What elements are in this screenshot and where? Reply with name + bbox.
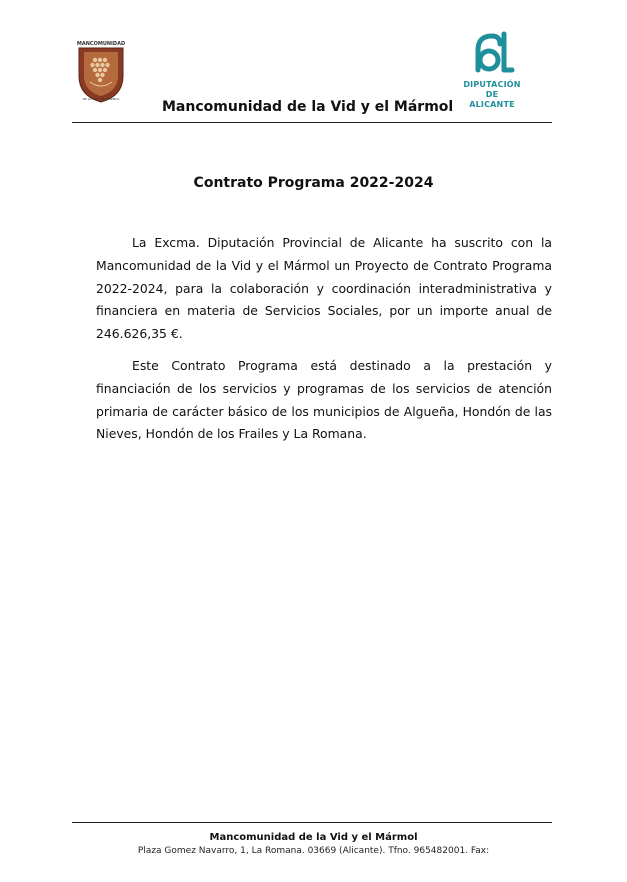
footer-name: Mancomunidad de la Vid y el Mármol: [209, 832, 418, 843]
paragraph-1: La Excma. Diputación Provincial de Alicante ha suscrito con la Mancomunidad de la Vid y el Mármol un Proyecto de Contrato Programa 2022-2024, para la colaboración y coordinación interadministrativa y financiera en materia de Servicios Sociales, por un importe anual de 246.626,35 €.: [96, 235, 552, 342]
diputacion-logo: [462, 28, 522, 109]
diputacion-line2: DE ALICANTE: [469, 90, 515, 109]
footer-divider: [72, 822, 552, 823]
header-divider: [72, 122, 552, 123]
logo-ring-text: DE LA VID Y EL MÁRMOL: [82, 97, 120, 101]
paragraph-2: Este Contrato Programa está destinado a la prestación y financiación de los servicios y programas de los servicios de atención primaria de carácter básico de los municipios de Algueña, Hondón de las Nieves, Hondón de los Frailes y La Romana.: [96, 357, 552, 442]
logo-label: MANCOMUNIDAD: [76, 41, 126, 47]
mancomunidad-logo: [76, 38, 126, 104]
diputacion-symbol-icon: [462, 28, 522, 78]
diputacion-line1: DIPUTACIÓN: [463, 80, 521, 89]
footer-address: Plaza Gomez Navarro, 1, La Romana. 03669 (Alicante). Tfno. 965482001. Fax:: [137, 846, 490, 856]
document-title: Contrato Programa 2022-2024: [193, 175, 434, 191]
document-body: [96, 232, 552, 455]
header-title: Mancomunidad de la Vid y el Mármol: [162, 99, 454, 115]
